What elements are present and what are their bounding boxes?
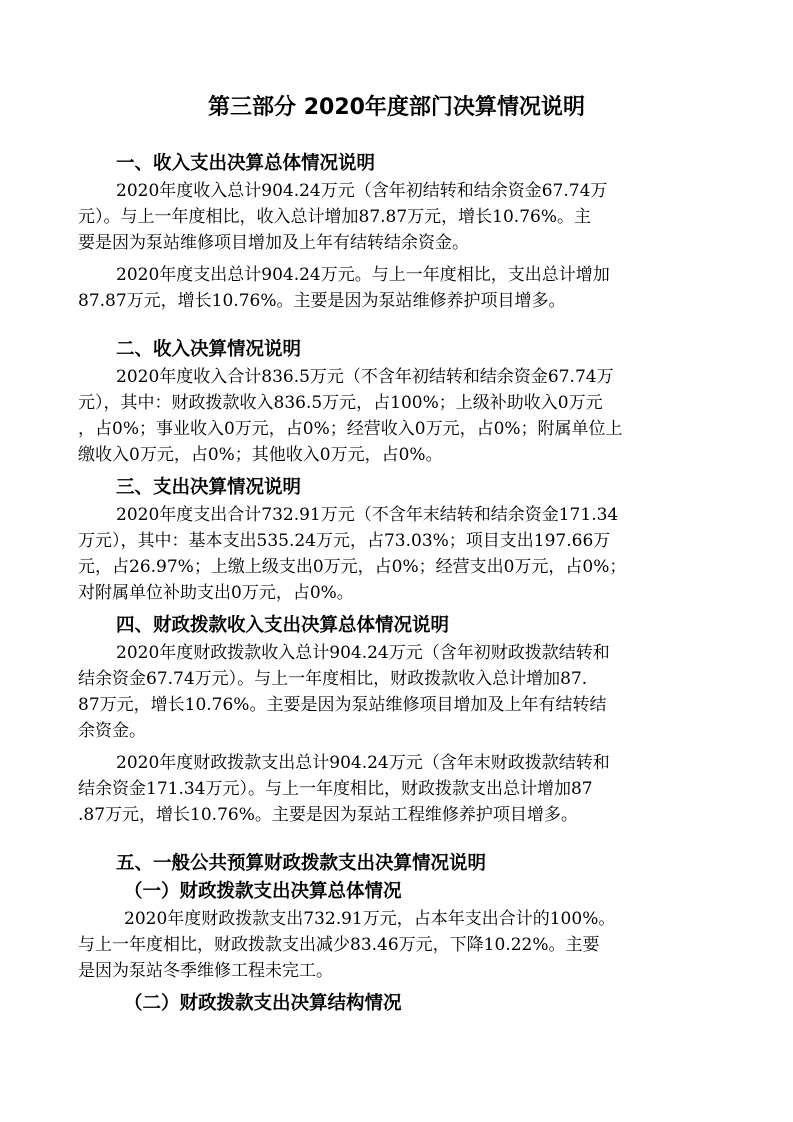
text-line: 2020年度支出合计732.91万元（不含年末结转和结余资金171.34 — [116, 505, 619, 525]
text-line: 87.87万元，增长10.76%。主要是因为泵站维修养护项目增多。 — [78, 291, 566, 311]
text-line: 元）。与上一年度相比，收入总计增加87.87万元，增长10.76%。主 — [78, 207, 591, 227]
text-line: 结余资金171.34万元）。与上一年度相比，财政拨款支出总计增加87 — [78, 779, 593, 799]
paragraph-4-1 — [78, 640, 716, 744]
paragraph-4-2 — [78, 750, 716, 828]
paragraph-1-1 — [78, 178, 716, 256]
section-heading-2: 二、收入决算情况说明 — [116, 339, 302, 360]
text-line: 2020年度收入合计836.5万元（不含年初结转和结余资金67.74万 — [116, 367, 614, 387]
text-line: ，占0%；事业收入0万元，占0%；经营收入0万元，占0%；附属单位上 — [78, 419, 623, 439]
text-line: 缴收入0万元，占0%；其他收入0万元，占0%。 — [78, 445, 443, 465]
document-body — [78, 150, 716, 1018]
text-line: 万元），其中：基本支出535.24万元，占73.03%；项目支出197.66万 — [78, 531, 611, 551]
text-line: 要是因为泵站维修项目增加及上年有结转结余资金。 — [78, 233, 469, 253]
section-heading-4: 四、财政拨款收入支出决算总体情况说明 — [116, 615, 450, 636]
section-heading-1: 一、收入支出决算总体情况说明 — [116, 153, 376, 174]
text-line: 与上一年度相比，财政拨款支出减少83.46万元，下降10.22%。主要 — [78, 935, 600, 955]
section-heading-3: 三、支出决算情况说明 — [116, 477, 302, 498]
text-line: 2020年度财政拨款支出总计904.24万元（含年末财政拨款结转和 — [116, 753, 610, 773]
text-line: 对附属单位补助支出0万元，占0%。 — [78, 583, 354, 603]
text-line: 是因为泵站冬季维修工程未完工。 — [78, 961, 333, 981]
paragraph-1-2 — [78, 262, 716, 314]
subsection-heading-5-1: （一）财政拨款支出决算总体情况 — [124, 881, 402, 902]
text-line: 87万元，增长10.76%。主要是因为泵站维修项目增加及上年有结转结 — [78, 695, 607, 715]
section-heading-5: 五、一般公共预算财政拨款支出决算情况说明 — [116, 853, 487, 874]
page-title: 第三部分 2020年度部门决算情况说明 — [208, 95, 585, 120]
text-line: .87万元，增长10.76%。主要是因为泵站工程维修养护项目增多。 — [78, 805, 578, 825]
text-line: 2020年度财政拨款支出732.91万元，占本年支出合计的100%。 — [124, 909, 616, 929]
text-line: 2020年度支出总计904.24万元。与上一年度相比，支出总计增加 — [116, 265, 610, 285]
text-line: 余资金。 — [78, 721, 146, 741]
text-line: 2020年度财政拨款收入总计904.24万元（含年初财政拨款结转和 — [116, 643, 610, 663]
subsection-heading-5-2: （二）财政拨款支出决算结构情况 — [124, 993, 402, 1014]
text-line: 元），其中：财政拨款收入836.5万元，占100%；上级补助收入0万元 — [78, 393, 603, 413]
paragraph-5-1 — [78, 906, 716, 984]
paragraph-3-1 — [78, 502, 716, 606]
text-line: 结余资金67.74万元）。与上一年度相比，财政拨款收入总计增加87. — [78, 669, 588, 689]
text-line: 元，占26.97%；上缴上级支出0万元，占0%；经营支出0万元，占0%； — [78, 557, 627, 577]
text-line: 2020年度收入总计904.24万元（含年初结转和结余资金67.74万 — [116, 181, 608, 201]
paragraph-2-1 — [78, 364, 716, 468]
